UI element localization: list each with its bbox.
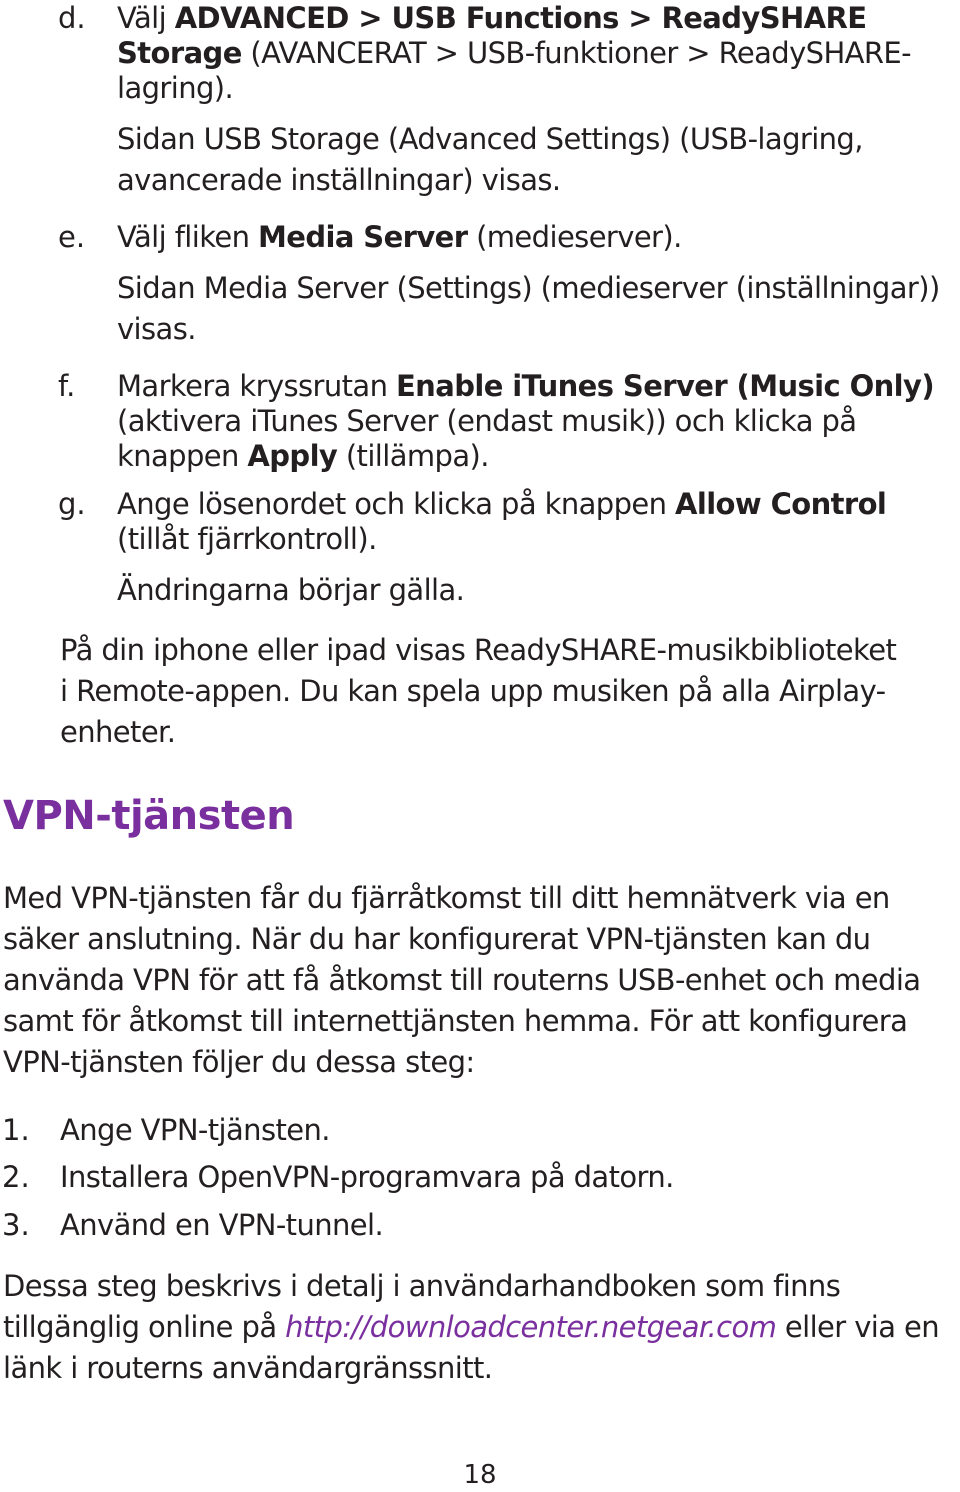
list-item-number: 2. xyxy=(2,1160,30,1194)
menu-path: ADVANCED > USB Functions > ReadySHARE xyxy=(174,1,867,35)
step-d-line-3: lagring). xyxy=(117,71,234,105)
list-item-number: 1. xyxy=(2,1113,30,1147)
step-e-result-1: Sidan Media Server (Settings) (medieserver (inställningar)) xyxy=(117,271,940,305)
paragraph-line: tillgänglig online på http://downloadcenter.netgear.com eller via en xyxy=(3,1310,940,1344)
list-item-text: Använd en VPN-tunnel. xyxy=(60,1208,384,1242)
list-item-number: 3. xyxy=(2,1208,30,1242)
step-d-line-1: Välj ADVANCED > USB Functions > ReadySHARE xyxy=(117,1,867,35)
step-d-line-2: Storage (AVANCERAT > USB-funktioner > ReadySHARE- xyxy=(117,36,912,70)
page-number: 18 xyxy=(463,1460,497,1490)
tab-name: Media Server xyxy=(258,220,468,254)
menu-path: Storage xyxy=(117,36,242,70)
step-e-result-2: visas. xyxy=(117,312,196,346)
paragraph-line: i Remote-appen. Du kan spela upp musiken på alla Airplay- xyxy=(60,674,886,708)
button-name: Apply xyxy=(247,439,338,473)
paragraph-line: samt för åtkomst till internettjänsten hemma. För att konfigurera xyxy=(3,1004,908,1038)
step-marker: g. xyxy=(58,487,86,521)
paragraph-line: VPN-tjänsten följer du dessa steg: xyxy=(3,1045,475,1079)
step-marker: f. xyxy=(58,369,76,403)
paragraph-line: enheter. xyxy=(60,715,176,749)
step-f-line-3: knappen Apply (tillämpa). xyxy=(117,439,489,473)
paragraph-line: säker anslutning. När du har konfigurerat VPN-tjänsten kan du xyxy=(3,922,871,956)
step-marker: e. xyxy=(58,220,86,254)
paragraph-line: Med VPN-tjänsten får du fjärråtkomst till ditt hemnätverk via en xyxy=(3,881,890,915)
section-heading: VPN-tjänsten xyxy=(3,793,295,839)
paragraph-line: På din iphone eller ipad visas ReadySHARE-musikbiblioteket xyxy=(60,633,897,667)
step-g-line-1: Ange lösenordet och klicka på knappen Allow Control xyxy=(117,487,887,521)
step-g-line-2: (tillåt fjärrkontroll). xyxy=(117,522,377,556)
list-item-text: Installera OpenVPN-programvara på datorn. xyxy=(60,1160,674,1194)
button-name: Allow Control xyxy=(675,487,887,521)
paragraph-line: Dessa steg beskrivs i detalj i användarhandboken som finns xyxy=(3,1269,841,1303)
step-f-line-1: Markera kryssrutan Enable iTunes Server (Music Only) xyxy=(117,369,934,403)
step-d-result-1: Sidan USB Storage (Advanced Settings) (USB-lagring, xyxy=(117,122,863,156)
paragraph-line: använda VPN för att få åtkomst till routerns USB-enhet och media xyxy=(3,963,921,997)
paragraph-line: länk i routerns användargränssnitt. xyxy=(3,1351,493,1385)
step-e-line-1: Välj fliken Media Server (medieserver). xyxy=(117,220,682,254)
step-d-result-2: avancerade inställningar) visas. xyxy=(117,163,561,197)
step-marker: d. xyxy=(58,1,86,35)
checkbox-name: Enable iTunes Server (Music Only) xyxy=(395,369,934,403)
step-g-result: Ändringarna börjar gälla. xyxy=(117,573,465,607)
list-item-text: Ange VPN-tjänsten. xyxy=(60,1113,330,1147)
download-center-link[interactable]: http://downloadcenter.netgear.com xyxy=(285,1310,777,1344)
step-f-line-2: (aktivera iTunes Server (endast musik)) och klicka på xyxy=(117,404,857,438)
